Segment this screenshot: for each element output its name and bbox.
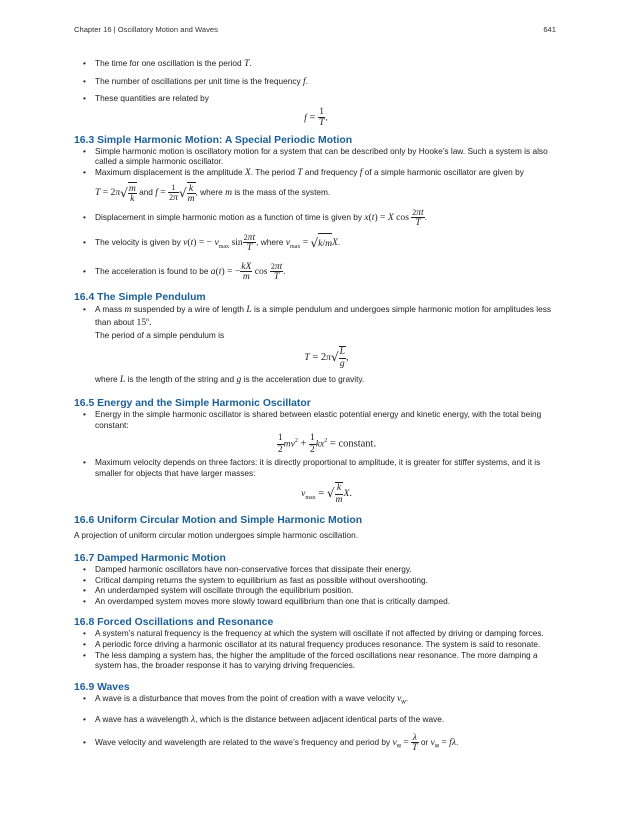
section-title-16-5: 16.5 Energy and the Simple Harmonic Oscillator <box>74 398 311 410</box>
list-item: • The time for one oscillation is the period T. <box>74 58 558 70</box>
section-title-16-8: 16.8 Forced Oscillations and Resonance <box>74 617 274 629</box>
equation-pendulum-period: T = 2π√ $\frac{L}{g}$ , <box>304 346 349 369</box>
equation-period-frequency: T = 2π√ $\frac{m}{k}$ and f = $\frac{1}{2\pi}$ √ $\frac{k}{m}$ , where m is the mass of the system. <box>95 182 331 205</box>
list-item: • A system’s natural frequency is the frequency at which the system will oscillate if not affected by driving or damping forces. <box>74 628 558 639</box>
list-item: • Displacement in simple harmonic motion as a function of time is given by x(t) = X cos $\frac{2\pi t}{T}$ . <box>74 207 558 228</box>
intro-list <box>74 58 558 104</box>
page-header <box>74 25 556 34</box>
chapter-summary <box>74 58 558 756</box>
list-item: • These quantities are related by <box>74 93 558 104</box>
list-item: • A wave has a wavelength λ, which is the distance between adjacent identical parts of the wave. <box>74 714 558 726</box>
list-item: • The less damping a system has, the higher the amplitude of the forced oscillations near resonance. The more damping a system has, the broader response it has to varying driving frequencies. <box>74 650 558 671</box>
list-item: • The velocity is given by v(t) = − $v_{max}$ sin $\frac{2\pi t}{T}$ , where $v_{max} = √k/mX$. <box>74 232 558 257</box>
section-16-9-list <box>74 693 558 757</box>
list-item: • Critical damping returns the system to equilibrium as fast as possible without overshooting. <box>74 575 558 586</box>
section-16-7-list <box>74 564 558 606</box>
list-item: • Energy in the simple harmonic oscillator is shared between elastic potential energy and kinetic energy, with the total being constant: $\frac{1}{2}$ $mv^2$ + $\frac{1}{2}$ $kx^2$ = constant. <box>74 409 558 455</box>
section-16-5-list <box>74 409 558 505</box>
equation-vmax: $v_{max}$ = √ $\frac{k}{m}$ X. <box>301 482 352 505</box>
section-title-16-4: 16.4 The Simple Pendulum <box>74 292 206 304</box>
list-item: • Maximum displacement is the amplitude X. The period T and frequency f of a simple harmonic oscillator are given by T = 2π√ $\frac{m}{k}$ and f = $\frac{1}{2\pi}$ √ $\frac{k}{m}$ , where m is the mass of the system. <box>74 167 558 203</box>
section-16-6-text: A projection of uniform circular motion undergoes simple harmonic oscillation. <box>74 530 359 541</box>
list-item: • Maximum velocity depends on three factors: it is directly proportional to amplitude, it is greater for stiffer systems, and it is smaller for objects that have larger masses: $v_{max}$ = √ $\frac{k}{m}$ X. <box>74 457 558 505</box>
section-title-16-7: 16.7 Damped Harmonic Motion <box>74 552 226 564</box>
list-item: • An overdamped system moves more slowly toward equilibrium than one that is critically damped. <box>74 596 558 607</box>
equation-f-equals-1-over-t: f = $\frac{1}{T}$ . <box>304 106 328 129</box>
section-16-4-list <box>74 303 558 386</box>
section-title-16-3: 16.3 Simple Harmonic Motion: A Special Periodic Motion <box>74 134 353 146</box>
list-item: • A wave is a disturbance that moves from the point of creation with a wave velocity $v_w$. <box>74 693 558 708</box>
page-number: 641 <box>543 25 556 34</box>
list-item: • A mass m suspended by a wire of length L is a simple pendulum and undergoes simple harmonic motion for amplitudes less than about 15º. The period of a simple pendulum is T = 2π√ $\frac{L}{g}$ , where L is the length of the string and g is the acceleration due to gravity. <box>74 303 558 386</box>
chapter-title: Chapter 16 | Oscillatory Motion and Waves <box>74 25 218 34</box>
list-item: • A periodic force driving a harmonic oscillator at its natural frequency produces resonance. The system is said to resonate. <box>74 639 558 650</box>
section-title-16-9: 16.9 Waves <box>74 681 130 693</box>
list-item: • The number of oscillations per unit time is the frequency f. <box>74 76 558 88</box>
equation-energy-constant: $\frac{1}{2}$ $mv^2$ + $\frac{1}{2}$ $kx^2$ = constant. <box>277 433 377 455</box>
section-title-16-6: 16.6 Uniform Circular Motion and Simple Harmonic Motion <box>74 515 363 527</box>
list-item: • Damped harmonic oscillators have non-conservative forces that dissipate their energy. <box>74 564 558 575</box>
section-16-8-list <box>74 628 558 670</box>
list-item: • Simple harmonic motion is oscillatory motion for a system that can be described only by Hooke’s law. Such a system is also called a simple harmonic oscillator. <box>74 146 558 167</box>
list-item: • The acceleration is found to be a(t) = − $\frac{kX}{m}$ cos $\frac{2\pi t}{T}$ . <box>74 261 558 282</box>
list-item: • An underdamped system will oscillate through the equilibrium position. <box>74 585 558 596</box>
section-16-3-list <box>74 146 558 282</box>
list-item: • Wave velocity and wavelength are related to the wave’s frequency and period by $v_w$ = $\frac{\lambda}{T}$ or $v_w = f\lambda$. <box>74 732 558 757</box>
